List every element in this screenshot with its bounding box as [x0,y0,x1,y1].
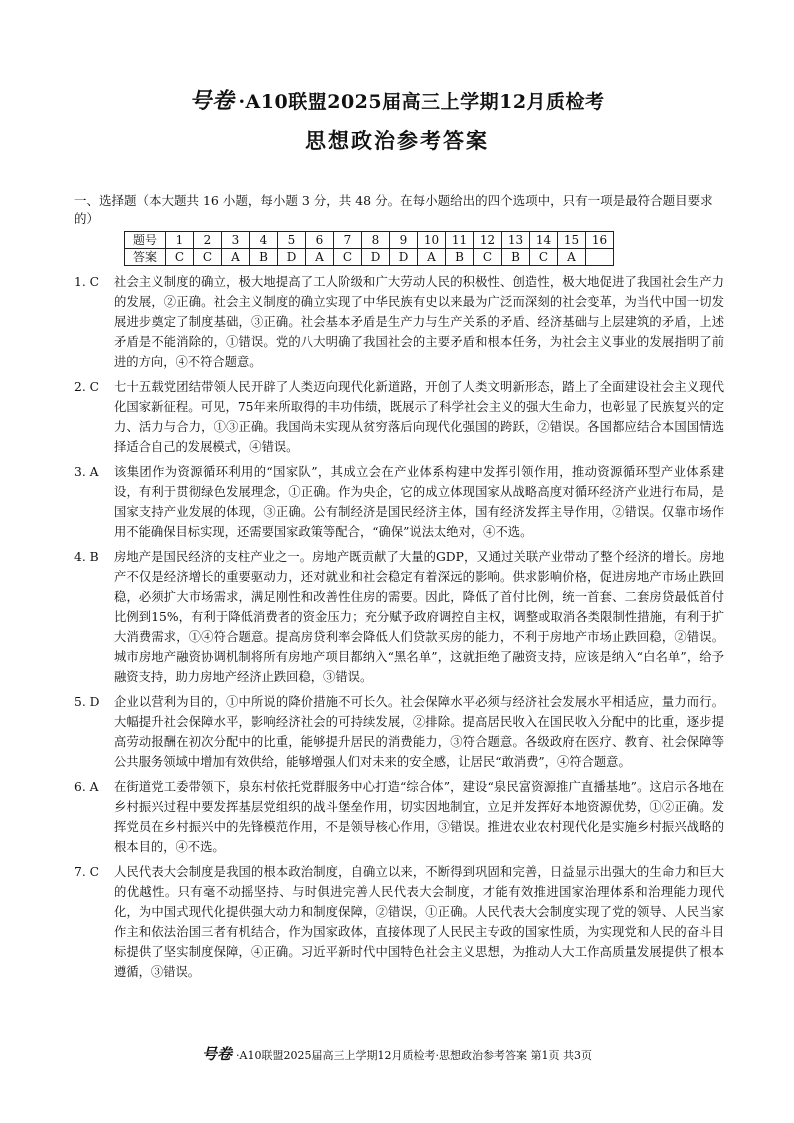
answer-item [74,862,724,982]
item-explanation: 企业以营利为目的，①中所说的降价措施不可长久。社会保障水平必须与经济社会发展水平相适应，量力而行。大幅提升社会保障水平，影响经济社会的可持续发展，②排除。提高居民收入在国民收入分配中的比重，逐步提高劳动报酬在初次分配中的比重，能够提升居民的消费能力，③符合题意。各级政府在医疗、教育、社会保障等公共服务领域中增加有效供给，能够增强人们对未来的安全感，让居民“敢消费”，④符合题意。 [114,695,724,769]
question-number-cell: 4 [250,232,278,249]
answer-cell: C [166,249,194,266]
page-footer [0,1043,794,1064]
item-number: 7. C [74,865,100,879]
question-number-cell: 6 [306,232,334,249]
answer-table [124,231,614,266]
row-label-number: 题号 [125,232,166,249]
item-explanation: 社会主义制度的确立，极大地提高了工人阶级和广大劳动人民的积极性、创造性，极大地促进了我国社会生产力的发展，②正确。社会主义制度的确立实现了中华民族有史以来最为广泛而深刻的社会变革，为当代中国一切发展进步奠定了制度基础，③正确。社会基本矛盾是生产力与生产关系的矛盾、经济基础与上层建筑的矛盾，上述矛盾是不能消除的，①错误。党的八大明确了我国社会的主要矛盾和根本任务，为社会主义事业的发展指明了前进的方向，④不符合题意。 [114,275,724,369]
brand-logo: 号卷 [189,88,235,114]
item-explanation: 在街道党工委带领下，泉东村依托党群服务中心打造“综合体”，建设“泉民富资源推广直播基地”。这启示各地在乡村振兴过程中要发挥基层党组织的战斗堡垒作用，切实因地制宜，立足并发挥好本地资源优势，①②正确。发挥党员在乡村振兴中的先锋模范作用，不是领导核心作用，③错误。推进农业农村现代化是实施乡村振兴战略的根本目的，④不选。 [114,780,724,854]
item-number: 3. A [74,465,99,479]
item-number: 5. D [74,695,100,709]
answer-cell: A [558,249,586,266]
question-number-cell: 15 [558,232,586,249]
answer-cell: C [334,249,362,266]
answer-cell: C [194,249,222,266]
item-explanation: 房地产是国民经济的支柱产业之一。房地产既贡献了大量的GDP，又通过关联产业带动了整个经济的增长。房地产不仅是经济增长的重要驱动力，还对就业和社会稳定有着深远的影响。供求影响价格，促进房地产市场止跌回稳，必须扩大市场需求，满足刚性和改善性住房的需要。因此，降低了首付比例，统一首套、二套房贷最低首付比例到15%，有利于降低消费者的资金压力；充分赋予政府调控自主权，调整或取消各类限制性措施，有利于扩大消费需求，①④符合题意。提高房贷利率会降低人们贷款买房的能力，不利于房地产市场止跌回稳，②错误。城市房地产融资协调机制将所有房地产项目都纳入“黑名单”，这就拒绝了融资支持，应该是纳入“白名单”，给予融资支持，助力房地产经济止跌回稳，③错误。 [114,550,724,684]
footer-text: ·A10联盟2025届高三上学期12月质检考·思想政治参考答案 第1页 共3页 [236,1049,592,1062]
question-number-cell: 3 [222,232,250,249]
answer-cell: B [502,249,530,266]
question-number-cell: 13 [502,232,530,249]
answer-row [125,249,614,266]
page-subtitle: 思想政治参考答案 [305,128,489,153]
question-number-cell: 16 [586,232,614,249]
footer-logo: 号卷 [202,1045,233,1063]
answer-cell: D [362,249,390,266]
answer-cell: D [278,249,306,266]
question-number-cell: 9 [390,232,418,249]
item-number: 2. C [74,380,100,394]
answer-item [74,272,724,372]
exam-title: ·A10联盟2025届高三上学期12月质检考 [238,91,605,113]
question-number-cell: 8 [362,232,390,249]
answer-cell: A [222,249,250,266]
question-number-cell: 1 [166,232,194,249]
answer-item [74,377,724,457]
number-row [125,232,614,249]
question-number-cell: 12 [474,232,502,249]
answer-cell: A [306,249,334,266]
item-number: 6. A [74,780,99,794]
item-explanation: 该集团作为资源循环利用的“国家队”，其成立会在产业体系构建中发挥引领作用，推动资源循环型产业体系建设，有利于贯彻绿色发展理念，①正确。作为央企，它的成立体现国家从战略高度对循环经济产业进行布局，是国家支持产业发展的体现，③正确。公有制经济是国民经济主体，国有经济发挥主导作用，②错误。仅靠市场作用不能确保目标实现，还需要国家政策等配合，“确保”说法太绝对，④不选。 [114,465,724,539]
answer-cell: B [250,249,278,266]
answer-cell: A [418,249,446,266]
choice-section [74,192,724,987]
item-number: 4. B [74,550,99,564]
question-number-cell: 11 [446,232,474,249]
question-number-cell: 10 [418,232,446,249]
question-number-cell: 7 [334,232,362,249]
answer-item [74,462,724,542]
item-number: 1. C [74,275,100,289]
answer-cell: D [390,249,418,266]
section-heading: 一、选择题（本大题共 16 小题，每小题 3 分，共 48 分。在每小题给出的四个选项中，只有一项是最符合题目要求的） [74,193,713,226]
item-explanation: 七十五载党团结带领人民开辟了人类迈向现代化新道路，开创了人类文明新形态，踏上了全面建设社会主义现代化国家新征程。可见，75年来所取得的丰功伟绩，既展示了科学社会主义的强大生命力，也彰显了民族复兴的定力、活力与合力，①③正确。我国尚未实现从贫穷落后向现代化强国的跨跃，②错误。各国都应结合本国国情选择适合自己的发展模式，④错误。 [114,380,724,454]
row-label-answer: 答案 [125,249,166,266]
answer-item [74,777,724,857]
answer-cell: C [530,249,558,266]
question-number-cell: 14 [530,232,558,249]
question-number-cell: 2 [194,232,222,249]
answer-cell [586,249,614,266]
page-header [0,84,794,155]
answer-cell: B [446,249,474,266]
item-explanation: 人民代表大会制度是我国的根本政治制度，自确立以来，不断得到巩固和完善，日益显示出强大的生命力和巨大的优越性。只有毫不动摇坚持、与时俱进完善人民代表大会制度，才能有效推进国家治理体系和治理能力现代化，为中国式现代化提供强大动力和制度保障，②错误，①正确。人民代表大会制度实现了党的领导、人民当家作主和依法治国三者有机结合，作为国家政体，直接体现了人民民主专政的国家性质，为实现党和人民的奋斗目标提供了坚实制度保障，④正确。习近平新时代中国特色社会主义思想，为推动人大工作高质量发展提供了根本遵循，③错误。 [114,865,724,979]
answer-cell: C [474,249,502,266]
page-title [0,84,794,115]
answer-item [74,692,724,772]
answer-explanations [74,272,724,982]
answer-item [74,547,724,687]
question-number-cell: 5 [278,232,306,249]
